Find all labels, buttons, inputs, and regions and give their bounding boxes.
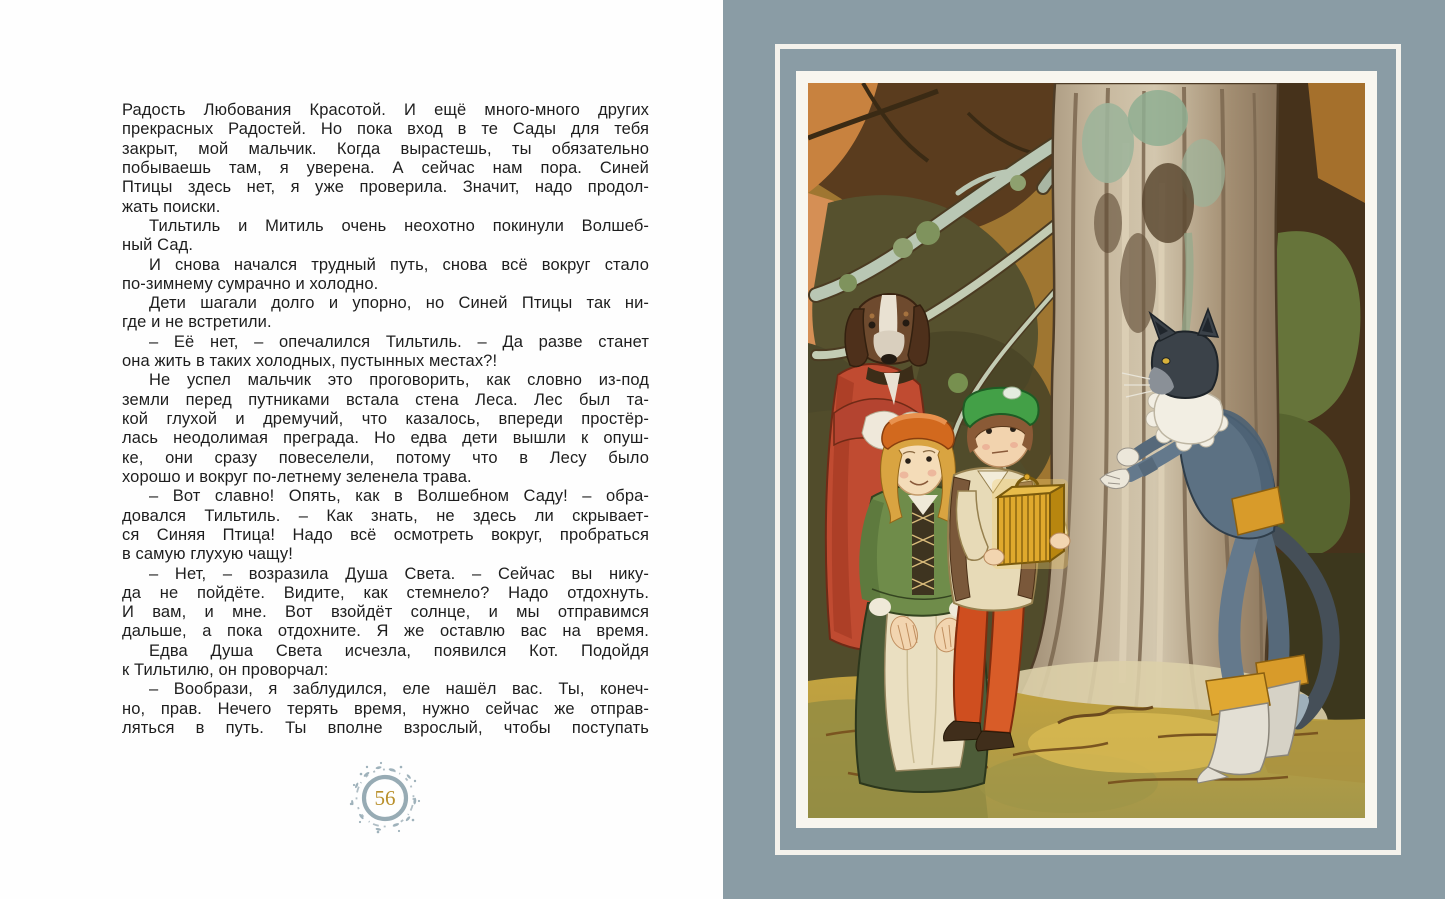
text-line: довался Тильтиль. – Как знать, не здесь ли скрывает- [122,506,649,525]
page-number-ornament [343,758,427,838]
text-line: Дети шагали долго и упорно, но Синей Птицы так ни- [149,294,649,313]
illustration-mat [796,71,1377,828]
text-line: И вам, и мне. Вот взойдёт солнце, и мы отправимся [122,603,649,622]
text-line: прекрасных Радостей. Но пока вход в те Сады для тебя [122,120,649,139]
text-line: но, прав. Нечего терять время, нужно сейчас же отправ- [122,699,649,718]
text-line: Тильтиль и Митиль очень неохотно покинули Волшеб- [149,216,649,235]
text-line: закрыт, мой мальчик. Когда вырастешь, ты обязательно [122,139,649,158]
text-line: Не успел мальчик это проговорить, как словно из-под [149,371,649,390]
text-line: дальше, а пока отдохните. Я же оставлю вас на время. [122,622,649,641]
text-line: Едва Душа Света исчезла, появился Кот. Подойдя [149,641,649,660]
text-line: по-зимнему сумрачно и холодно. [122,274,379,293]
illustration [808,83,1365,818]
page-number: 56 [374,786,396,810]
right-page [723,0,1445,899]
text-line: ке, они сразу повеселели, потому что в Лесу было [122,448,649,467]
text-line: – Её нет, – опечалился Тильтиль. – Да разве станет [149,332,649,351]
text-line: кой глухой и дремучий, что казалось, впереди простёр- [122,410,649,428]
text-line: И снова начался трудный путь, снова всё вокруг стало [149,255,649,274]
text-line: жать поиски. [122,197,221,216]
text-line: она жить в таких холодных, пустынных местах?! [122,352,498,371]
text-line: в самую глухую чащу! [122,545,293,564]
text-line: побываешь там, я уверена. А сейчас нам пора. Синей [122,158,649,177]
text-line: – Нет, – возразила Душа Света. – Сейчас вы нику- [149,564,649,583]
text-line: – Вот славно! Опять, как в Волшебном Саду! – обра- [149,487,649,506]
text-line: хорошо и вокруг по-летнему зеленела трава. [122,467,472,486]
text-line: земли перед путниками встала стена Леса. Лес был та- [122,390,649,409]
text-line: ляться в путь. Ты вполне взрослый, чтобы поступать [122,719,649,737]
text-line: да не пойдёте. Видите, как стемнело? Надо отдохнуть. [122,583,649,602]
text-line: Радость Любования Красотой. И ещё много-много других [122,101,649,119]
text-line: – Вообрази, я заблудился, еле нашёл вас. Ты, конеч- [149,680,649,699]
text-column [122,101,649,738]
text-line: Птицы здесь нет, я уже проверила. Значит, надо продол- [122,178,649,197]
text-line: к Тильтилю, он проворчал: [122,661,329,680]
text-line: ся Синяя Птица! Надо всё осмотреть вокруг, пробраться [122,525,649,544]
text-line: лась неодолимая преграда. Но едва дети вышли к опуш- [122,429,649,448]
text-line: ный Сад. [122,236,194,255]
wreath-graphic [343,758,427,838]
text-line: где и не встретили. [122,313,272,332]
